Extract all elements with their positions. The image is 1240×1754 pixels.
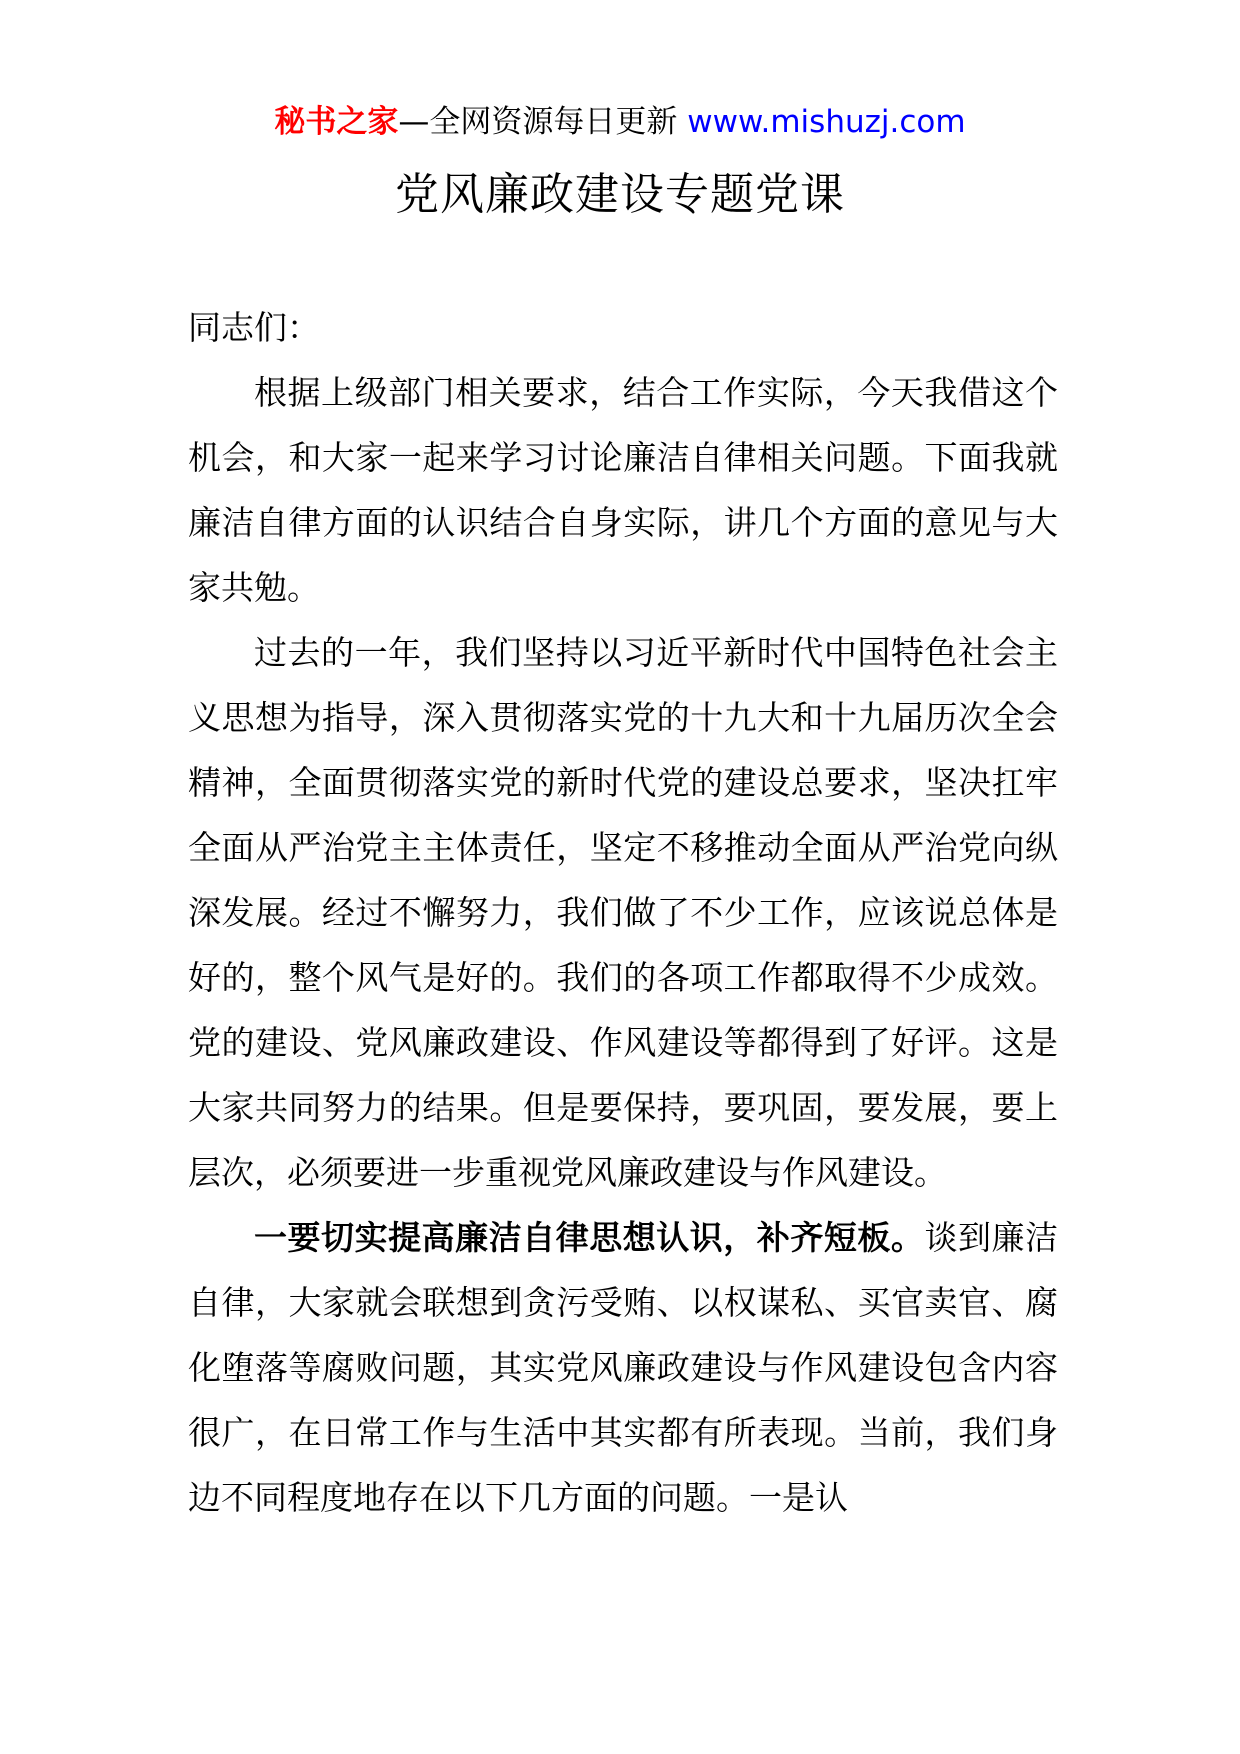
paragraph-3	[188, 1205, 1058, 1530]
paragraph-1-text: 根据上级部门相关要求，结合工作实际，今天我借这个机会，和大家一起来学习讨论廉洁自律相关问题。下面我就廉洁自律方面的认识结合自身实际，讲几个方面的意见与大家共勉。	[188, 373, 1058, 607]
header-slogan: —全网资源每日更新	[398, 104, 678, 140]
salutation: 同志们：	[188, 308, 320, 347]
site-url: www.mishuzj.com	[687, 104, 966, 140]
paragraph-2-text: 过去的一年，我们坚持以习近平新时代中国特色社会主义思想为指导，深入贯彻落实党的十九大和十九届历次全会精神，全面贯彻落实党的新时代党的建设总要求，坚决扛牢全面从严治党主主体责任，坚定不移推动全面从严治党向纵深发展。经过不懈努力，我们做了不少工作，应该说总体是好的，整个风气是好的。我们的各项工作都取得不少成效。党的建设、党风廉政建设、作风建设等都得到了好评。这是大家共同努力的结果。但是要保持，要巩固，要发展，要上层次，必须要进一步重视党风廉政建设与作风建设。	[188, 633, 1058, 1192]
paragraph-2	[188, 620, 1058, 1205]
paragraph-3-text: 谈到廉洁自律，大家就会联想到贪污受贿、以权谋私、买官卖官、腐化堕落等腐败问题，其实党风廉政建设与作风建设包含内容很广，在日常工作与生活中其实都有所表现。当前，我们身边不同程度地存在以下几方面的问题。一是认	[188, 1218, 1059, 1517]
paragraph-1	[188, 360, 1058, 620]
paragraph-3-lead: 一要切实提高廉洁自律思想认识，补齐短板。	[254, 1218, 925, 1257]
watermark-header	[0, 100, 1240, 144]
document-title: 党风廉政建设专题党课	[395, 169, 845, 220]
brand-name: 秘书之家	[274, 104, 399, 140]
document-body	[188, 295, 1058, 1530]
